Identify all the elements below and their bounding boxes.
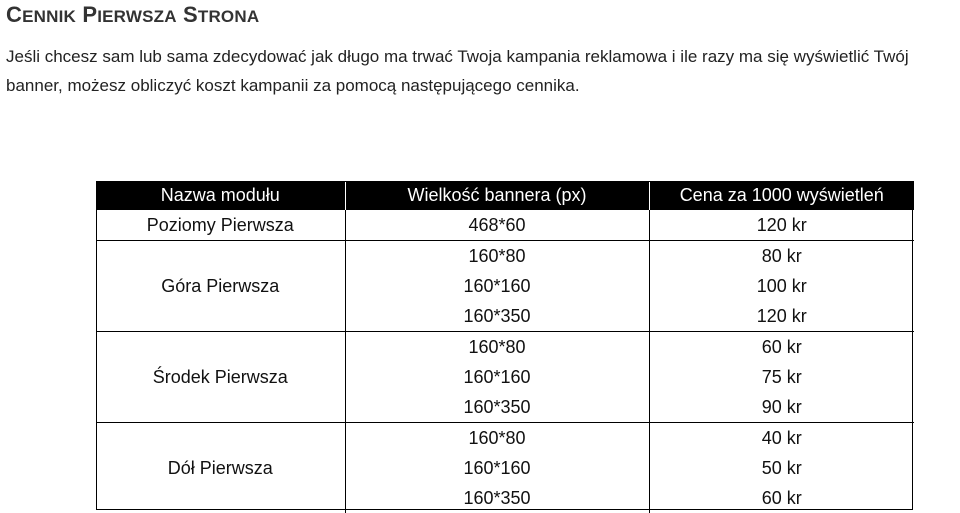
price-cell: 60 kr	[761, 487, 802, 508]
module-name-cell: Środek Pierwsza	[96, 332, 345, 423]
price-cell: 75 kr	[761, 366, 802, 387]
banner-size-cell: 468*60	[345, 210, 649, 241]
page-title	[6, 2, 259, 30]
table-row	[96, 210, 914, 241]
table-header-row	[96, 181, 914, 210]
price-cell: 90 kr	[761, 396, 802, 417]
price-cell: 50 kr	[761, 457, 802, 478]
banner-size-cell: 160*80	[345, 241, 649, 272]
table-row	[96, 423, 914, 454]
banner-size-cell: 160*160	[345, 362, 649, 392]
title-rest-1: ENNIK	[22, 7, 76, 26]
price-cell: 60 kr	[649, 332, 914, 363]
price-cell: 40 kr	[649, 423, 914, 454]
header-price: Cena za 1000 wyświetleń	[649, 181, 914, 210]
title-initial-2: P	[82, 2, 98, 27]
module-name-cell: Poziomy Pierwsza	[96, 210, 345, 241]
intro-paragraph: Jeśli chcesz sam lub sama zdecydować jak długo ma trwać Twoja kampania reklamowa i ile razy ma się wyświetlić Twój banner, możesz obliczyć koszt kampanii za pomocą następującego cennika.	[6, 47, 909, 95]
banner-size-cell: 160*350	[345, 483, 649, 513]
banner-size-cell: 160*160	[345, 271, 649, 301]
table-body	[96, 210, 914, 513]
price-cell: 120 kr	[649, 210, 914, 241]
table-row	[96, 332, 914, 363]
price-cell: 120 kr	[756, 305, 807, 326]
title-rest-3: TRONA	[197, 7, 260, 26]
banner-size-cell: 160*80	[345, 423, 649, 454]
price-cell: 100 kr	[756, 275, 807, 296]
module-name-cell: Dół Pierwsza	[96, 423, 345, 513]
title-rest-2: IERWSZA	[97, 7, 177, 26]
header-banner-size: Wielkość bannera (px)	[345, 181, 649, 210]
table-row	[96, 241, 914, 272]
banner-size-cell: 160*80	[345, 332, 649, 363]
banner-size-cell: 160*160	[345, 453, 649, 483]
header-module-name: Nazwa modułu	[96, 181, 345, 210]
title-initial-1: C	[6, 2, 23, 27]
price-cell: 80 kr	[649, 241, 914, 272]
banner-size-cell: 160*350	[345, 392, 649, 423]
title-initial-3: S	[182, 2, 198, 27]
pricing-table	[96, 181, 914, 513]
module-name-cell: Góra Pierwsza	[96, 241, 345, 332]
banner-size-cell: 160*350	[345, 301, 649, 332]
